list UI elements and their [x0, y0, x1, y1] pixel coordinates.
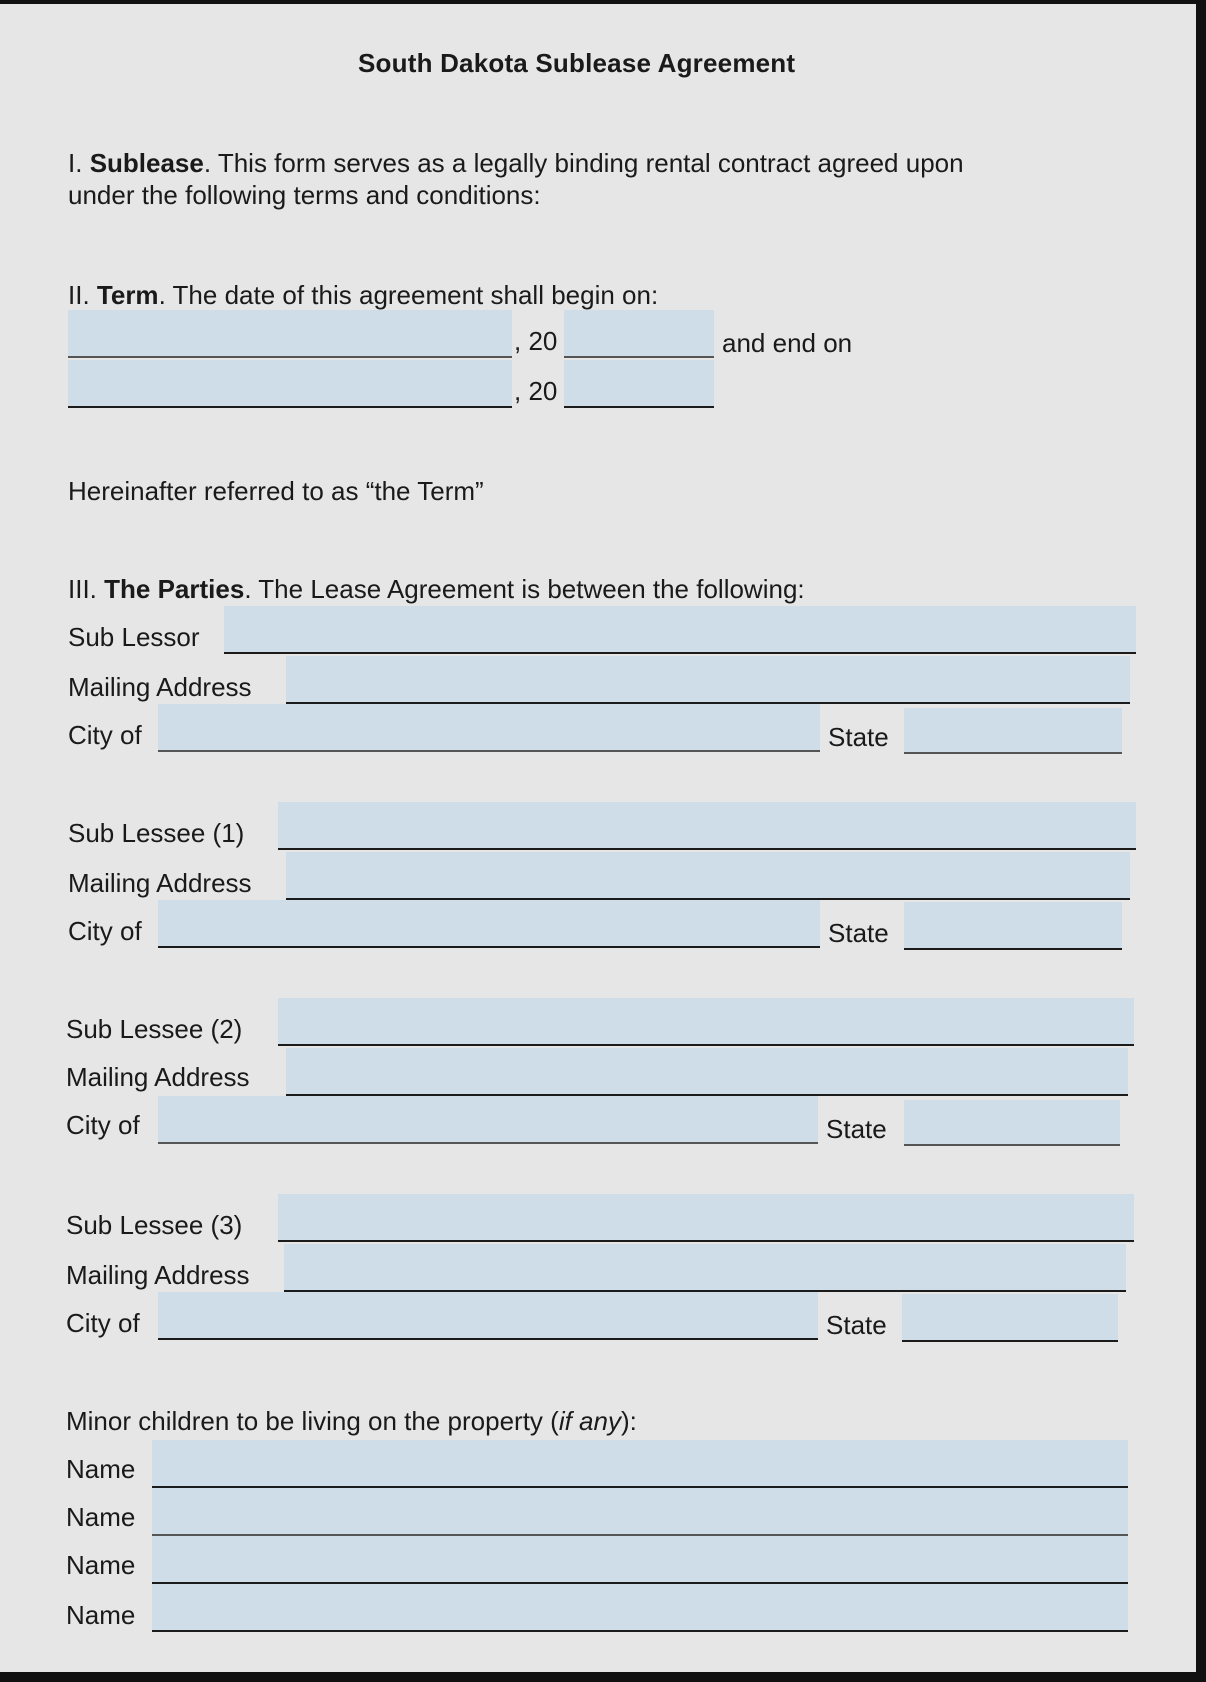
year-prefix-label: , 20 — [514, 376, 558, 406]
city-of-label: City of — [66, 1110, 140, 1140]
section-number: II. — [68, 280, 90, 310]
mailing-address-label: Mailing Address — [66, 1062, 250, 1092]
minor-name-3-field[interactable] — [152, 1536, 1128, 1584]
section-text: . The date of this agreement shall begin on: — [158, 280, 659, 310]
state-label: State — [826, 1310, 887, 1340]
document-page — [0, 4, 1196, 1672]
minor-name-4-field[interactable] — [152, 1584, 1128, 1632]
sub-lessee-2-city-field[interactable] — [158, 1096, 818, 1144]
sub-lessee-1-label: Sub Lessee (1) — [68, 818, 245, 848]
section-term-line — [68, 280, 658, 311]
city-of-label: City of — [68, 916, 142, 946]
sub-lessee-1-name-field[interactable] — [278, 802, 1136, 850]
minor-name-1-field[interactable] — [152, 1440, 1128, 1488]
minor-name-label: Name — [66, 1454, 136, 1484]
sub-lessee-3-label: Sub Lessee (3) — [66, 1210, 243, 1240]
state-label: State — [826, 1114, 887, 1144]
sub-lessee-2-mailing-field[interactable] — [286, 1048, 1128, 1096]
year-prefix-label: , 20 — [514, 326, 558, 356]
start-year-field[interactable] — [564, 310, 714, 358]
sub-lessee-1-mailing-field[interactable] — [286, 852, 1130, 900]
sub-lessee-3-state-field[interactable] — [902, 1294, 1118, 1342]
start-date-field[interactable] — [68, 310, 512, 358]
end-date-field[interactable] — [68, 360, 512, 408]
sub-lessor-label: Sub Lessor — [68, 622, 200, 652]
sub-lessee-3-mailing-field[interactable] — [284, 1244, 1126, 1292]
sub-lessee-1-city-field[interactable] — [158, 900, 820, 948]
sub-lessee-3-name-field[interactable] — [278, 1194, 1134, 1242]
state-label: State — [828, 722, 889, 752]
mailing-address-label: Mailing Address — [68, 868, 252, 898]
sub-lessee-2-name-field[interactable] — [278, 998, 1134, 1046]
minor-name-label: Name — [66, 1600, 136, 1630]
section-heading: The Parties — [104, 574, 245, 604]
city-of-label: City of — [66, 1308, 140, 1338]
section-text: . The Lease Agreement is between the following: — [244, 574, 805, 604]
minor-name-label: Name — [66, 1550, 136, 1580]
sub-lessor-name-field[interactable] — [224, 606, 1136, 654]
section-sublease-line2: under the following terms and conditions: — [68, 180, 541, 210]
mailing-address-label: Mailing Address — [68, 672, 252, 702]
section-heading: Term — [96, 280, 159, 310]
sub-lessee-1-state-field[interactable] — [904, 902, 1122, 950]
minor-name-label: Name — [66, 1502, 136, 1532]
sub-lessor-city-field[interactable] — [158, 704, 820, 752]
sub-lessee-3-city-field[interactable] — [158, 1292, 818, 1340]
section-number: III. — [68, 574, 97, 604]
sub-lessor-state-field[interactable] — [904, 708, 1122, 754]
city-of-label: City of — [68, 720, 142, 750]
section-sublease-line1 — [68, 148, 964, 179]
minor-name-2-field[interactable] — [152, 1488, 1128, 1536]
section-heading: Sublease — [89, 148, 204, 178]
page-title: South Dakota Sublease Agreement — [358, 48, 796, 78]
sub-lessee-2-state-field[interactable] — [904, 1100, 1120, 1146]
section-text: . This form serves as a legally binding rental contract agreed upon — [203, 148, 964, 178]
minor-children-intro: Minor children to be living on the property (if any): — [66, 1406, 637, 1436]
sub-lessor-mailing-field[interactable] — [286, 656, 1130, 704]
sub-lessee-2-label: Sub Lessee (2) — [66, 1014, 243, 1044]
and-end-on-label: and end on — [722, 328, 853, 358]
mailing-address-label: Mailing Address — [66, 1260, 250, 1290]
hereinafter-text: Hereinafter referred to as “the Term” — [68, 476, 484, 506]
end-year-field[interactable] — [564, 360, 714, 408]
state-label: State — [828, 918, 889, 948]
section-number: I. — [68, 148, 83, 178]
section-parties-line — [68, 574, 805, 605]
